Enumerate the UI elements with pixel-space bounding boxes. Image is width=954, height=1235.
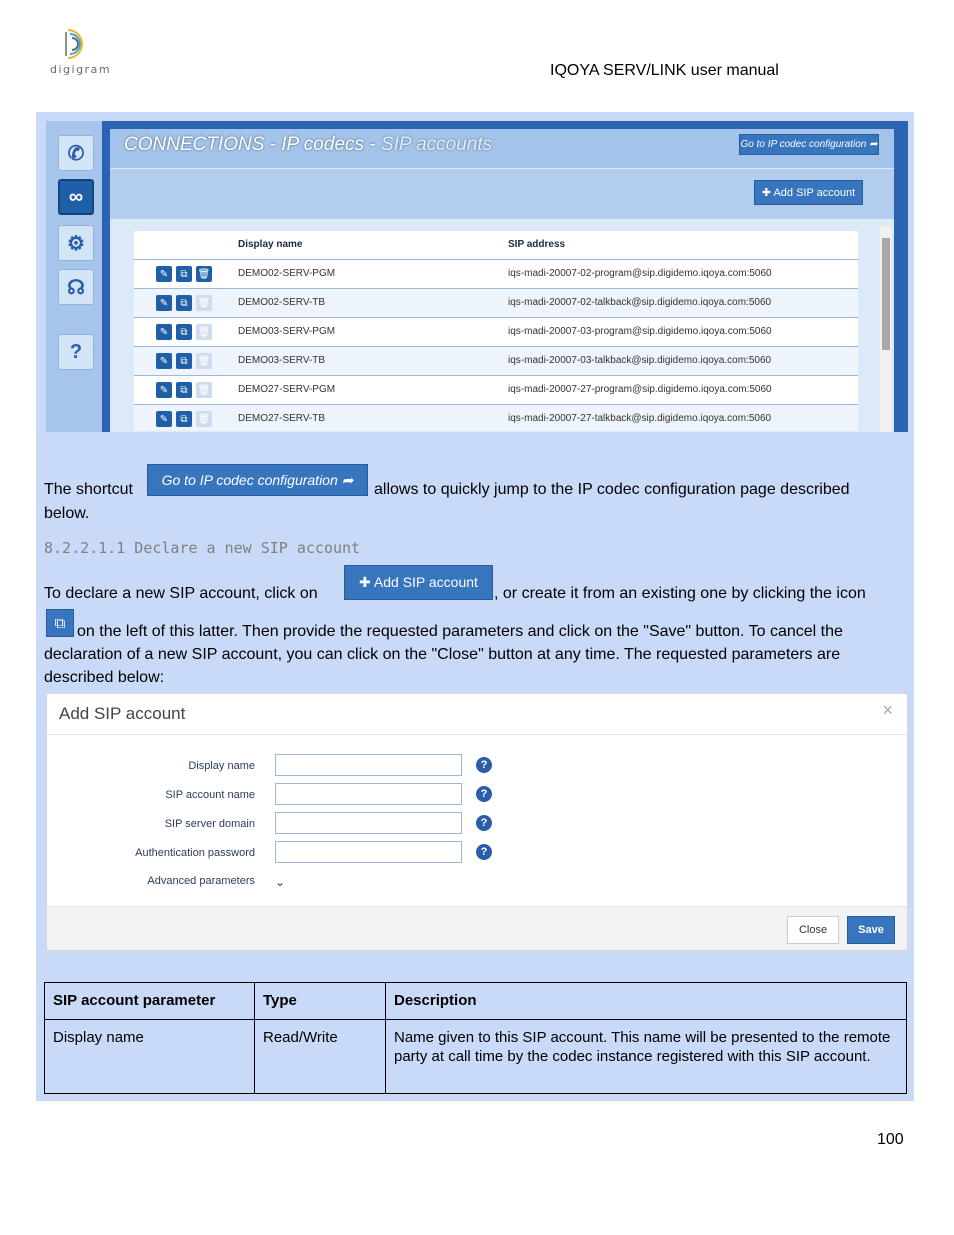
display-name-cell: DEMO02-SERV-TB bbox=[238, 297, 326, 308]
para2-line3: declaration of a new SIP account, you can click on the "Close" button at any time. The requested parameters are bbox=[44, 646, 841, 663]
panel-toolbar bbox=[110, 169, 894, 219]
table-row bbox=[45, 1020, 907, 1094]
close-button[interactable]: Close bbox=[787, 916, 839, 944]
chevron-down-icon[interactable]: ⌄ bbox=[275, 875, 286, 889]
panel-title-main: CONNECTIONS - IP codecs - bbox=[124, 134, 376, 155]
header-parameter: SIP account parameter bbox=[45, 983, 255, 1020]
table-header bbox=[134, 231, 858, 260]
logo-text: digigram bbox=[50, 63, 112, 76]
para1-after: allows to quickly jump to the IP codec configuration page described bbox=[374, 481, 850, 498]
scrollbar[interactable] bbox=[880, 226, 892, 432]
sip-address-cell: iqs-madi-20007-03-program@sip.digidemo.iqoya.com:5060 bbox=[508, 326, 772, 337]
header-description: Description bbox=[386, 983, 907, 1020]
para2-line2: on the left of this latter. Then provide the requested parameters and click on the "Save" button. To cancel the bbox=[77, 623, 843, 640]
authentication-password-input[interactable] bbox=[275, 841, 462, 863]
column-header-sip-address: SIP address bbox=[508, 239, 566, 250]
support-icon[interactable]: ☊ bbox=[58, 269, 94, 305]
display-name-label: Display name bbox=[188, 760, 255, 772]
sip-server-domain-label: SIP server domain bbox=[164, 818, 255, 830]
edit-icon[interactable]: ✎ bbox=[156, 411, 172, 427]
copy-icon[interactable]: ⧉ bbox=[176, 295, 192, 311]
link-icon[interactable]: ∞ bbox=[58, 179, 94, 215]
delete-icon[interactable]: 🗑 bbox=[196, 353, 212, 369]
sip-parameter-table bbox=[44, 982, 907, 1094]
delete-icon[interactable]: 🗑 bbox=[196, 411, 212, 427]
para1-line2: below. bbox=[44, 505, 90, 522]
table-row bbox=[134, 260, 858, 289]
sip-address-cell: iqs-madi-20007-27-talkback@sip.digidemo.iqoya.com:5060 bbox=[508, 413, 772, 424]
sip-address-cell: iqs-madi-20007-02-talkback@sip.digidemo.iqoya.com:5060 bbox=[508, 297, 772, 308]
copy-icon[interactable]: ⧉ bbox=[176, 266, 192, 282]
delete-icon[interactable]: 🗑 bbox=[196, 382, 212, 398]
dialog-header-divider bbox=[47, 734, 907, 735]
sip-accounts-screenshot bbox=[46, 121, 908, 432]
copy-icon: ⧉ bbox=[46, 609, 74, 637]
para2-after: , or create it from an existing one by clicking the icon bbox=[494, 585, 866, 602]
delete-icon[interactable]: 🗑 bbox=[196, 295, 212, 311]
display-name-cell: DEMO27-SERV-TB bbox=[238, 413, 326, 424]
add-sip-account-button[interactable]: ✚ Add SIP account bbox=[754, 180, 863, 205]
sip-account-name-input[interactable] bbox=[275, 783, 462, 805]
help-icon[interactable]: ? bbox=[476, 786, 492, 802]
table-header-row bbox=[45, 983, 907, 1020]
close-icon[interactable]: × bbox=[882, 700, 893, 720]
display-name-cell: DEMO02-SERV-PGM bbox=[238, 268, 336, 279]
edit-icon[interactable]: ✎ bbox=[156, 295, 172, 311]
copy-icon[interactable]: ⧉ bbox=[176, 411, 192, 427]
para2-before: To declare a new SIP account, click on bbox=[44, 585, 318, 602]
logo-mark bbox=[50, 26, 120, 66]
edit-icon[interactable]: ✎ bbox=[156, 353, 172, 369]
help-icon[interactable]: ? bbox=[476, 757, 492, 773]
phone-icon[interactable]: ✆ bbox=[58, 135, 94, 171]
display-name-cell: DEMO27-SERV-PGM bbox=[238, 384, 336, 395]
sip-server-domain-input[interactable] bbox=[275, 812, 462, 834]
delete-icon[interactable]: 🗑 bbox=[196, 324, 212, 340]
table-row bbox=[134, 405, 858, 431]
digigram-logo bbox=[50, 26, 120, 80]
sip-address-cell: iqs-madi-20007-03-talkback@sip.digidemo.iqoya.com:5060 bbox=[508, 355, 772, 366]
param-name: Display name bbox=[45, 1020, 255, 1094]
panel-titlebar bbox=[110, 129, 894, 168]
scrollbar-thumb[interactable] bbox=[882, 238, 890, 350]
para1-before: The shortcut bbox=[44, 481, 133, 498]
sip-address-cell: iqs-madi-20007-27-program@sip.digidemo.iqoya.com:5060 bbox=[508, 384, 772, 395]
sidebar bbox=[46, 121, 102, 432]
connections-panel bbox=[110, 129, 894, 432]
panel-title-sub: SIP accounts bbox=[380, 134, 493, 155]
dialog-footer bbox=[47, 907, 907, 950]
panel-title bbox=[124, 134, 492, 156]
param-description: Name given to this SIP account. This name will be presented to the remote party at call time by the codec instance registered with this SIP account. bbox=[386, 1020, 907, 1094]
save-button[interactable]: Save bbox=[847, 916, 895, 944]
inline-add-button: ✚ Add SIP account bbox=[344, 565, 493, 600]
section-heading: 8.2.2.1.1 Declare a new SIP account bbox=[44, 539, 361, 557]
table-row bbox=[134, 318, 858, 347]
authentication-password-label: Authentication password bbox=[135, 847, 255, 859]
table-row bbox=[134, 289, 858, 318]
goto-ip-codec-button[interactable]: Go to IP codec configuration ➦ bbox=[739, 134, 879, 155]
edit-icon[interactable]: ✎ bbox=[156, 382, 172, 398]
display-name-cell: DEMO03-SERV-PGM bbox=[238, 326, 336, 337]
delete-icon[interactable]: 🗑 bbox=[196, 266, 212, 282]
help-icon[interactable]: ? bbox=[476, 844, 492, 860]
header-type: Type bbox=[255, 983, 386, 1020]
sip-address-cell: iqs-madi-20007-02-program@sip.digidemo.iqoya.com:5060 bbox=[508, 268, 772, 279]
help-icon[interactable]: ? bbox=[58, 334, 94, 370]
display-name-input[interactable] bbox=[275, 754, 462, 776]
help-icon[interactable]: ? bbox=[476, 815, 492, 831]
edit-icon[interactable]: ✎ bbox=[156, 324, 172, 340]
copy-icon[interactable]: ⧉ bbox=[176, 382, 192, 398]
copy-icon[interactable]: ⧉ bbox=[176, 324, 192, 340]
document-title: IQOYA SERV/LINK user manual bbox=[550, 62, 779, 79]
copy-icon[interactable]: ⧉ bbox=[176, 353, 192, 369]
dialog-title: Add SIP account bbox=[59, 704, 186, 723]
add-sip-account-dialog bbox=[46, 693, 908, 951]
advanced-parameters-label[interactable]: Advanced parameters bbox=[147, 875, 255, 887]
para2-line4: described below: bbox=[44, 669, 165, 686]
inline-goto-button: Go to IP codec configuration ➦ bbox=[147, 464, 368, 496]
param-type: Read/Write bbox=[255, 1020, 386, 1094]
settings-icon[interactable]: ⚙ bbox=[58, 225, 94, 261]
page-number: 100 bbox=[877, 1131, 904, 1148]
edit-icon[interactable]: ✎ bbox=[156, 266, 172, 282]
table-row bbox=[134, 376, 858, 405]
sip-account-name-label: SIP account name bbox=[165, 789, 255, 801]
display-name-cell: DEMO03-SERV-TB bbox=[238, 355, 326, 366]
column-header-display-name: Display name bbox=[238, 239, 303, 250]
sip-accounts-table bbox=[134, 231, 858, 431]
table-row bbox=[134, 347, 858, 376]
